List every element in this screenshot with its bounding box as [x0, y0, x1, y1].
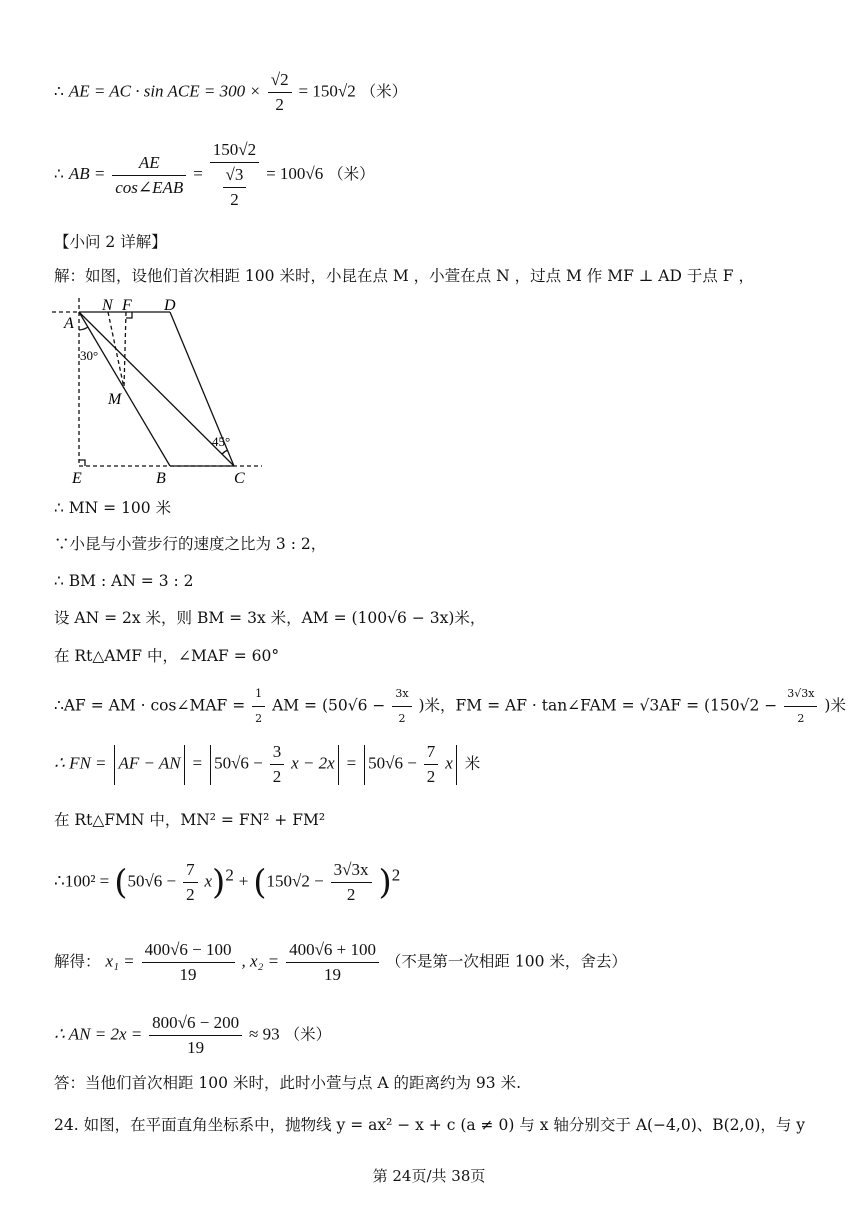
step-rt-fmn: 在 Rt△FMN 中，MN² = FN² + FM²	[54, 811, 326, 829]
therefore-symbol: ∴	[54, 82, 64, 101]
expr-part: x − 2x	[291, 753, 335, 773]
expr-part: AF − AN	[118, 753, 181, 773]
denominator: 2	[186, 885, 195, 904]
step-mn: ∴ MN = 100 米	[54, 499, 172, 517]
numerator: 7	[183, 860, 198, 883]
plus-sign: +	[238, 871, 249, 891]
fraction	[392, 684, 411, 729]
expr-part: = 100√6	[266, 164, 324, 183]
expr-part: x	[204, 871, 213, 891]
numerator: 800√6 − 200	[149, 1013, 242, 1036]
label-e: E	[72, 470, 82, 487]
unit-label: （米）	[284, 1025, 332, 1044]
expr-part: x	[445, 753, 453, 773]
expr-part: x₁ =	[105, 951, 135, 971]
step-equation	[54, 860, 400, 905]
numerator: 3	[270, 742, 285, 765]
numerator: 400√6 − 100	[142, 940, 235, 963]
numerator: 3√3x	[331, 860, 372, 883]
fraction	[286, 940, 379, 985]
step-an	[54, 1013, 331, 1058]
fraction	[424, 742, 439, 787]
denominator: 2	[230, 190, 239, 209]
label-30: 30°	[80, 348, 99, 363]
equation-ab	[54, 140, 375, 210]
numerator: 3√3x	[784, 684, 817, 707]
denominator: 19	[324, 965, 342, 984]
page-footer: 第 24页/共 38页	[372, 1167, 486, 1185]
abs-bar	[114, 745, 115, 785]
denominator: 2	[398, 712, 406, 725]
fraction	[183, 860, 198, 905]
fraction	[268, 70, 292, 115]
numerator: AE	[112, 153, 186, 176]
label-m: M	[108, 391, 122, 408]
unit-label: （米）	[360, 82, 408, 101]
therefore-symbol: ∴	[54, 165, 64, 183]
numerator: 3x	[392, 684, 411, 707]
angle-arc-45	[222, 450, 228, 454]
step-bm-an: ∴ BM : AN = 3 : 2	[54, 572, 194, 590]
step-let: 设 AN = 2x 米，则 BM = 3x 米，AM = (100√6 − 3x)米，	[54, 609, 486, 627]
expr-part: )米	[824, 696, 846, 715]
right-paren: )	[212, 862, 226, 903]
step-fn	[54, 742, 480, 787]
denominator: 19	[179, 965, 197, 984]
denominator: 2	[272, 767, 282, 786]
step-rt-amf: 在 Rt△AMF 中，∠MAF = 60°	[54, 647, 280, 665]
label-c: C	[234, 470, 245, 487]
segment-nm	[108, 312, 124, 388]
label-d: D	[164, 297, 176, 314]
fraction	[149, 1013, 242, 1058]
numerator: √3	[223, 165, 247, 188]
inner-fraction	[223, 165, 247, 210]
compound-fraction	[210, 140, 259, 210]
abs-bar	[210, 745, 211, 785]
equation-ae	[54, 70, 407, 115]
expr-part: ∴ AN = 2x =	[54, 1024, 143, 1044]
right-paren: )	[378, 862, 392, 903]
expr-part: 50√6 −	[214, 753, 263, 773]
expr-part: 150√2 −	[266, 871, 324, 891]
numerator: 7	[424, 742, 439, 765]
denominator: cos∠EAB	[115, 177, 184, 197]
note-text: （不是第一次相距 100 米，舍去）	[385, 952, 627, 971]
equals-sign: =	[193, 164, 203, 183]
numerator: 400√6 + 100	[286, 940, 379, 963]
angle-arc-30	[79, 327, 88, 330]
exponent: 2	[391, 865, 401, 885]
step-solve	[54, 940, 627, 985]
solution-intro: 解：如图，设他们首次相距 100 米时，小昆在点 M ，小萱在点 N ，过点 M 作 MF ⊥ AD 于点 F ，	[54, 267, 754, 285]
numerator: 1	[252, 684, 265, 707]
answer-text: 答：当他们首次相距 100 米时，此时小萱与点 A 的距离约为 93 米.	[54, 1074, 521, 1092]
denominator	[210, 163, 259, 210]
fraction	[331, 860, 372, 905]
right-angle-e	[79, 460, 85, 466]
section-heading: 【小问 2 详解】	[54, 233, 167, 251]
denominator: 2	[797, 712, 805, 725]
expr-part: ∴ FN =	[54, 753, 107, 773]
expr-part: 解得：	[54, 952, 101, 971]
label-b: B	[156, 470, 166, 487]
label-f: F	[122, 297, 132, 314]
expr-part: 50√6 −	[127, 871, 177, 891]
denominator: 19	[187, 1038, 205, 1057]
step-ratio: ∵小昆与小萱步行的速度之比为 3 : 2，	[54, 535, 327, 553]
expr-part: ≈ 93	[249, 1024, 280, 1044]
fraction	[112, 153, 186, 198]
expr-part: )米，FM = AF · tan∠FAM = √3AF = (150√2 −	[418, 696, 778, 715]
abs-bar	[456, 745, 457, 785]
expr-part: = 150√2	[298, 81, 356, 101]
numerator: 150√2	[210, 140, 259, 163]
question-24: 24. 如图，在平面直角坐标系中，抛物线 y = ax² − x + c (a ≠ 0) 与 x 轴分别交于 A(−4,0)、B(2,0)，与 y	[54, 1116, 806, 1134]
denominator: 2	[255, 712, 263, 725]
geometry-figure	[52, 292, 267, 487]
expr-part: 50√6 −	[368, 753, 417, 773]
expr-part: ∴AF = AM · cos∠MAF =	[54, 696, 246, 715]
equals-sign: =	[192, 753, 203, 773]
fraction	[270, 742, 285, 787]
expr-part: AM = (50√6 −	[272, 696, 386, 715]
unit-label: 米	[464, 754, 481, 773]
expr-part: AB =	[68, 164, 106, 183]
fraction	[252, 684, 265, 729]
label-45: 45°	[212, 434, 231, 449]
denominator: 2	[426, 767, 436, 786]
label-a: A	[64, 315, 74, 332]
abs-bar	[338, 745, 339, 785]
fraction	[784, 684, 817, 729]
numerator: √2	[268, 70, 292, 93]
expr-part: ∴100² =	[54, 871, 110, 891]
fraction	[142, 940, 235, 985]
expr-part: , x₂ =	[241, 951, 280, 971]
step-af-fm	[54, 684, 846, 729]
denominator: 2	[346, 885, 356, 904]
label-n: N	[102, 297, 113, 314]
equals-sign: =	[346, 753, 357, 773]
segment-fm	[124, 312, 126, 388]
abs-bar	[364, 745, 365, 785]
expr-part: AE = AC · sin ACE = 300 ×	[68, 81, 261, 101]
unit-label: （米）	[328, 165, 375, 183]
denominator: 2	[275, 95, 284, 114]
abs-bar	[184, 745, 185, 785]
left-paren: (	[253, 862, 267, 903]
exponent: 2	[225, 865, 234, 885]
left-paren: (	[114, 862, 128, 903]
